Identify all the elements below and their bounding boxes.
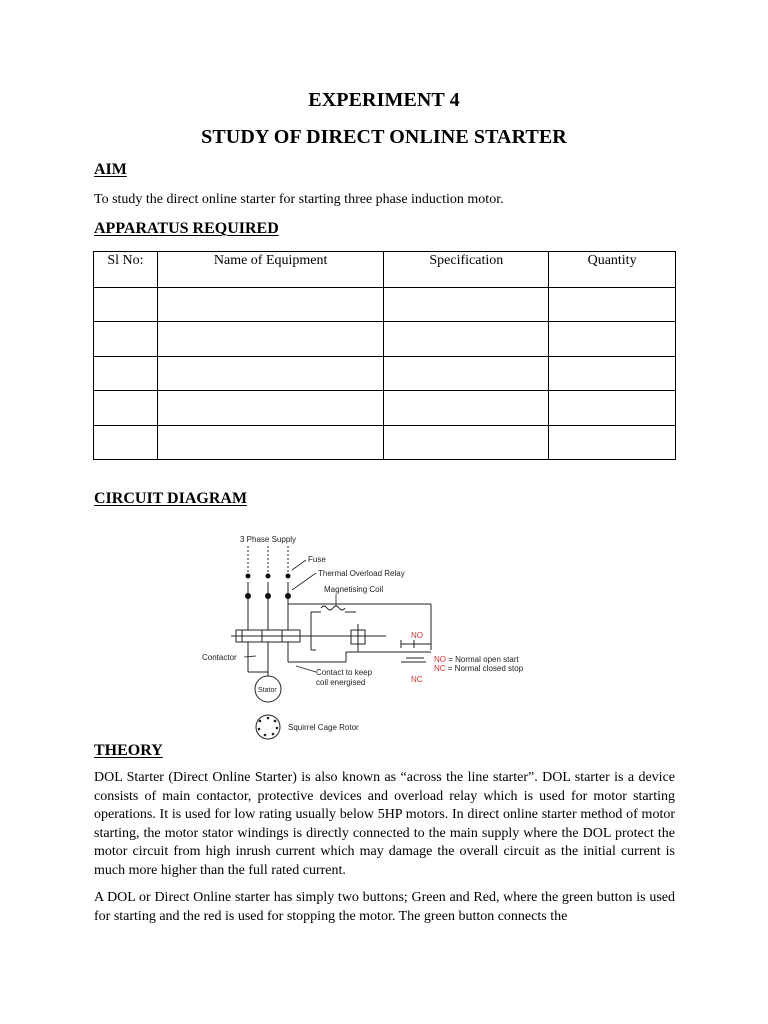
table-cell — [549, 322, 676, 357]
label-supply: 3 Phase Supply — [240, 535, 297, 544]
table-cell — [157, 322, 384, 357]
theory-heading: THEORY — [94, 742, 163, 759]
table-cell — [94, 287, 158, 322]
study-title: STUDY OF DIRECT ONLINE STARTER — [201, 126, 567, 148]
table-cell — [94, 391, 158, 426]
fuse-dot-1 — [246, 574, 251, 579]
table-row — [94, 322, 676, 357]
table-cell — [157, 391, 384, 426]
table-cell — [384, 287, 549, 322]
legend-no: NO = Normal open start — [434, 655, 519, 664]
table-cell — [94, 356, 158, 391]
overload-dot-2 — [265, 593, 271, 599]
table-row — [94, 287, 676, 322]
col-sl-no: Sl No: — [94, 252, 158, 288]
legend-nc: NC = Normal closed stop — [434, 664, 524, 673]
apparatus-table-body — [94, 287, 676, 460]
col-equipment: Name of Equipment — [157, 252, 384, 288]
theory-paragraph-1: DOL Starter (Direct Online Starter) is also known as “across the line starter”. DOL starter is a device consists of main contactor, protective devices and overload relay which is used for motor starting operations. It is used for low rating usually below 5HP motors. In direct online starter method of motor starting, the motor stator windings is directly connected to the main supply where the DOL protect the motor circuit from high inrush current which may damage the overall circuit as the initial current is much more higher than the full rated current. — [94, 770, 675, 878]
label-stator: Stator — [258, 687, 277, 694]
label-nc: NC — [411, 675, 423, 684]
label-contactor: Contactor — [202, 653, 237, 662]
table-row — [94, 356, 676, 391]
table-cell — [94, 322, 158, 357]
col-specification: Specification — [384, 252, 549, 288]
table-row — [94, 391, 676, 426]
overload-dot-3 — [285, 593, 291, 599]
experiment-title: EXPERIMENT 4 — [308, 89, 460, 111]
table-cell — [384, 356, 549, 391]
table-cell — [549, 425, 676, 460]
dol-circuit-diagram — [196, 532, 541, 747]
label-contact: Contact to keep — [316, 668, 373, 677]
label-fuse: Fuse — [308, 555, 326, 564]
table-row — [94, 425, 676, 460]
overload-dot-1 — [245, 593, 251, 599]
label-no: NO — [411, 631, 423, 640]
aim-text: To study the direct online starter for starting three phase induction motor. — [94, 192, 504, 207]
label-overload: Thermal Overload Relay — [318, 569, 405, 578]
apparatus-table — [93, 251, 676, 460]
table-cell — [157, 287, 384, 322]
circuit-heading: CIRCUIT DIAGRAM — [94, 490, 248, 507]
table-cell — [384, 425, 549, 460]
table-cell — [549, 287, 676, 322]
table-cell — [384, 391, 549, 426]
aim-heading: AIM — [94, 161, 127, 178]
table-header-row — [94, 252, 676, 288]
table-cell — [384, 322, 549, 357]
fuse-dot-2 — [266, 574, 271, 579]
table-cell — [549, 391, 676, 426]
table-cell — [157, 356, 384, 391]
theory-paragraph-2: A DOL or Direct Online starter has simply two buttons; Green and Red, where the green button is used for starting and the red is used for stopping the motor. The green button connects the — [94, 890, 675, 924]
table-cell — [549, 356, 676, 391]
fuse-dot-3 — [286, 574, 291, 579]
label-rotor: Squirrel Cage Rotor — [288, 723, 359, 732]
table-cell — [94, 425, 158, 460]
apparatus-heading: APPARATUS REQUIRED — [94, 220, 279, 237]
label-coil: Magnetising Coil — [324, 585, 384, 594]
col-quantity: Quantity — [549, 252, 676, 288]
label-contact-2: coil energised — [316, 678, 366, 687]
table-cell — [157, 425, 384, 460]
